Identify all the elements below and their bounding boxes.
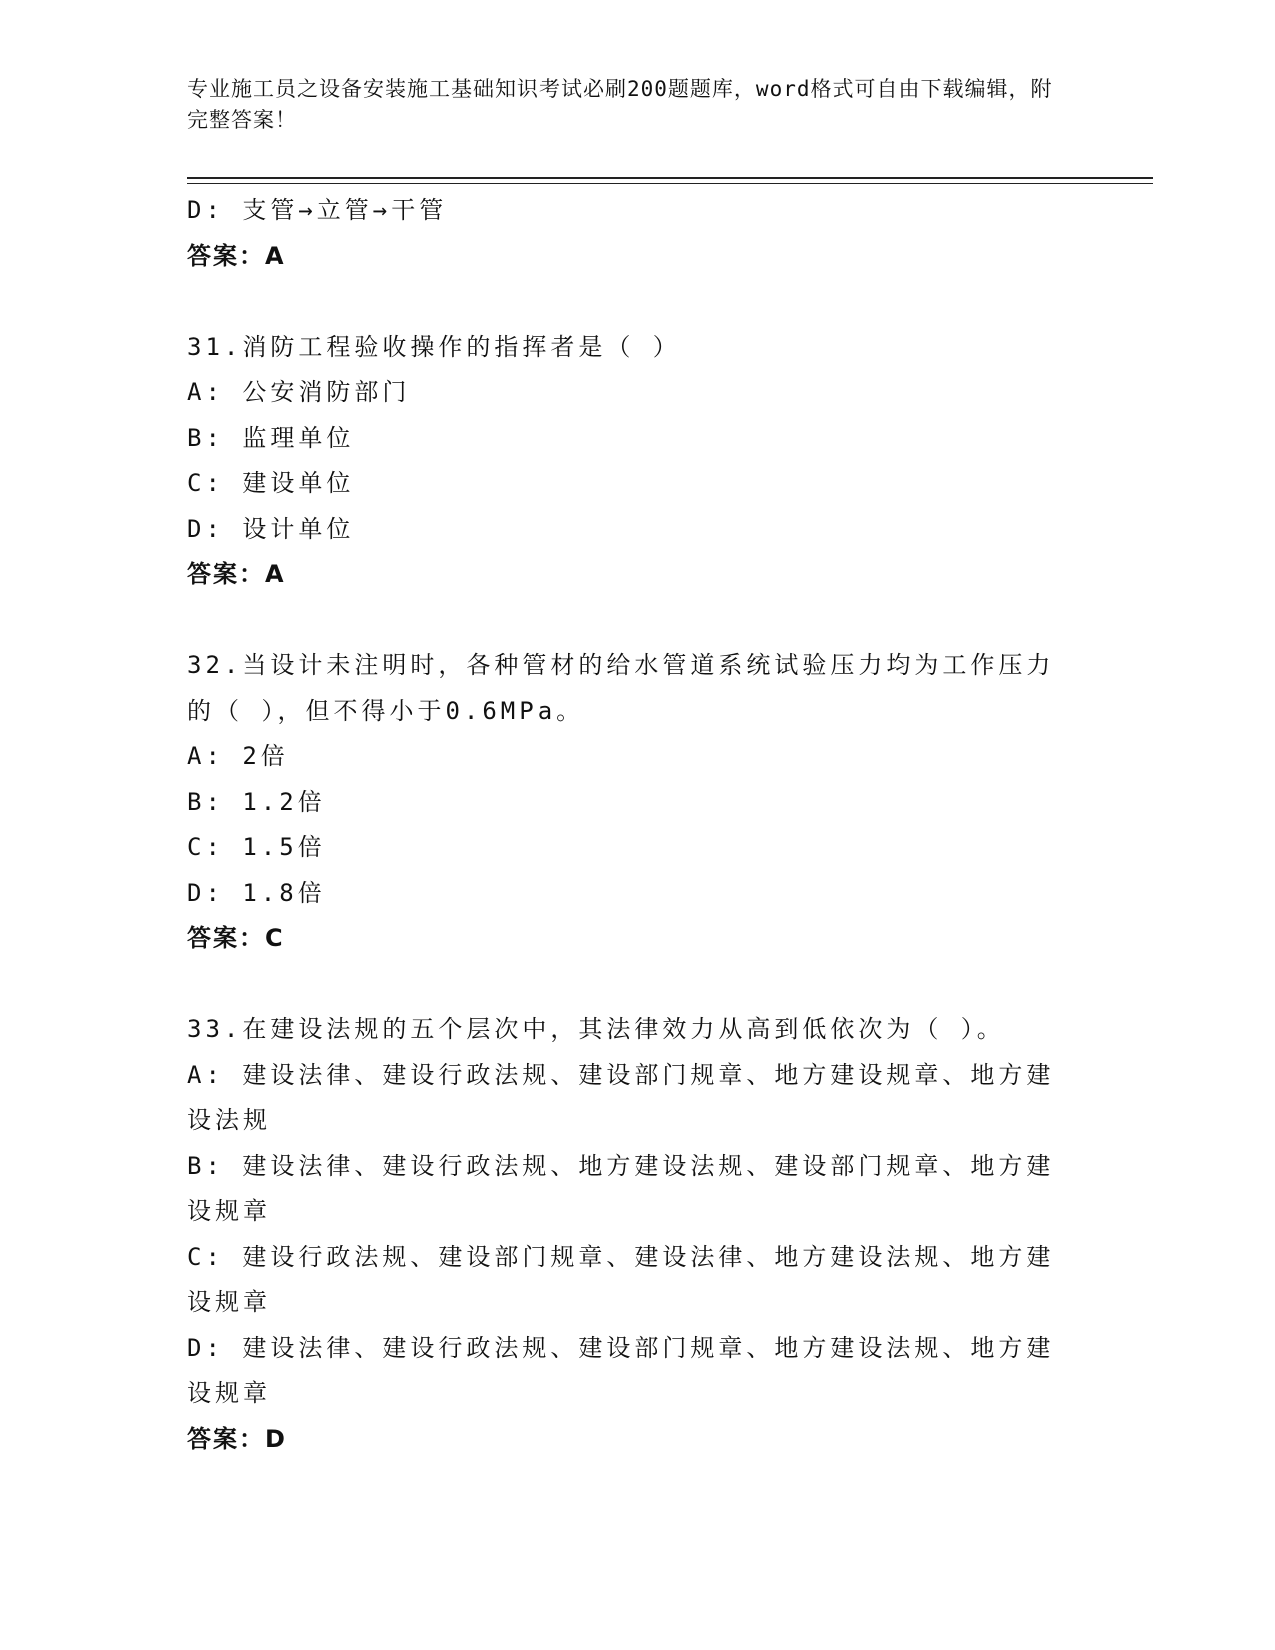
document-body: [187, 188, 1067, 1462]
answer-line: 答案：D: [187, 1424, 287, 1453]
question-30-tail: [187, 188, 1067, 279]
question-31: [187, 325, 1067, 598]
question-32: [187, 643, 1067, 962]
option-d: D: 建设法律、建设行政法规、建设部门规章、地方建设法规、地方建设规章: [187, 1333, 1055, 1407]
spacer: [187, 598, 1067, 644]
option-a: A: 公安消防部门: [187, 378, 411, 406]
answer-line: 答案：C: [187, 924, 285, 952]
option-c: C: 建设单位: [187, 469, 355, 497]
header-divider: [187, 177, 1153, 179]
option-a: A: 建设法律、建设行政法规、建设部门规章、地方建设规章、地方建设法规: [187, 1060, 1055, 1134]
answer-line: 答案：A: [187, 560, 286, 588]
option-b: B: 监理单位: [187, 423, 355, 452]
option-c: C: 建设行政法规、建设部门规章、建设法律、地方建设法规、地方建设规章: [187, 1242, 1055, 1316]
option-d: D: 1.8倍: [187, 878, 326, 907]
question-stem: 33.在建设法规的五个层次中，其法律效力从高到低依次为（ ）。: [187, 1015, 1005, 1043]
option-a: A: 2倍: [187, 742, 289, 770]
header-divider-thin: [187, 183, 1153, 184]
option-d: D: 支管→立管→干管: [187, 196, 448, 224]
answer-line: 答案：A: [187, 241, 286, 270]
document-header: 专业施工员之设备安装施工基础知识考试必刷200题题库，word格式可自由下载编辑，附完整答案！: [187, 77, 1053, 132]
question-stem: 32.当设计未注明时，各种管材的给水管道系统试验压力均为工作压力的（ ），但不得小于0.6MPa。: [187, 651, 1055, 725]
question-stem: 31.消防工程验收操作的指挥者是（ ）: [187, 332, 681, 361]
spacer: [187, 279, 1067, 325]
option-c: C: 1.5倍: [187, 833, 326, 861]
spacer: [187, 962, 1067, 1008]
option-d: D: 设计单位: [187, 514, 355, 543]
option-b: B: 1.2倍: [187, 787, 326, 816]
question-33: [187, 1007, 1067, 1462]
option-b: B: 建设法律、建设行政法规、地方建设法规、建设部门规章、地方建设规章: [187, 1151, 1055, 1225]
